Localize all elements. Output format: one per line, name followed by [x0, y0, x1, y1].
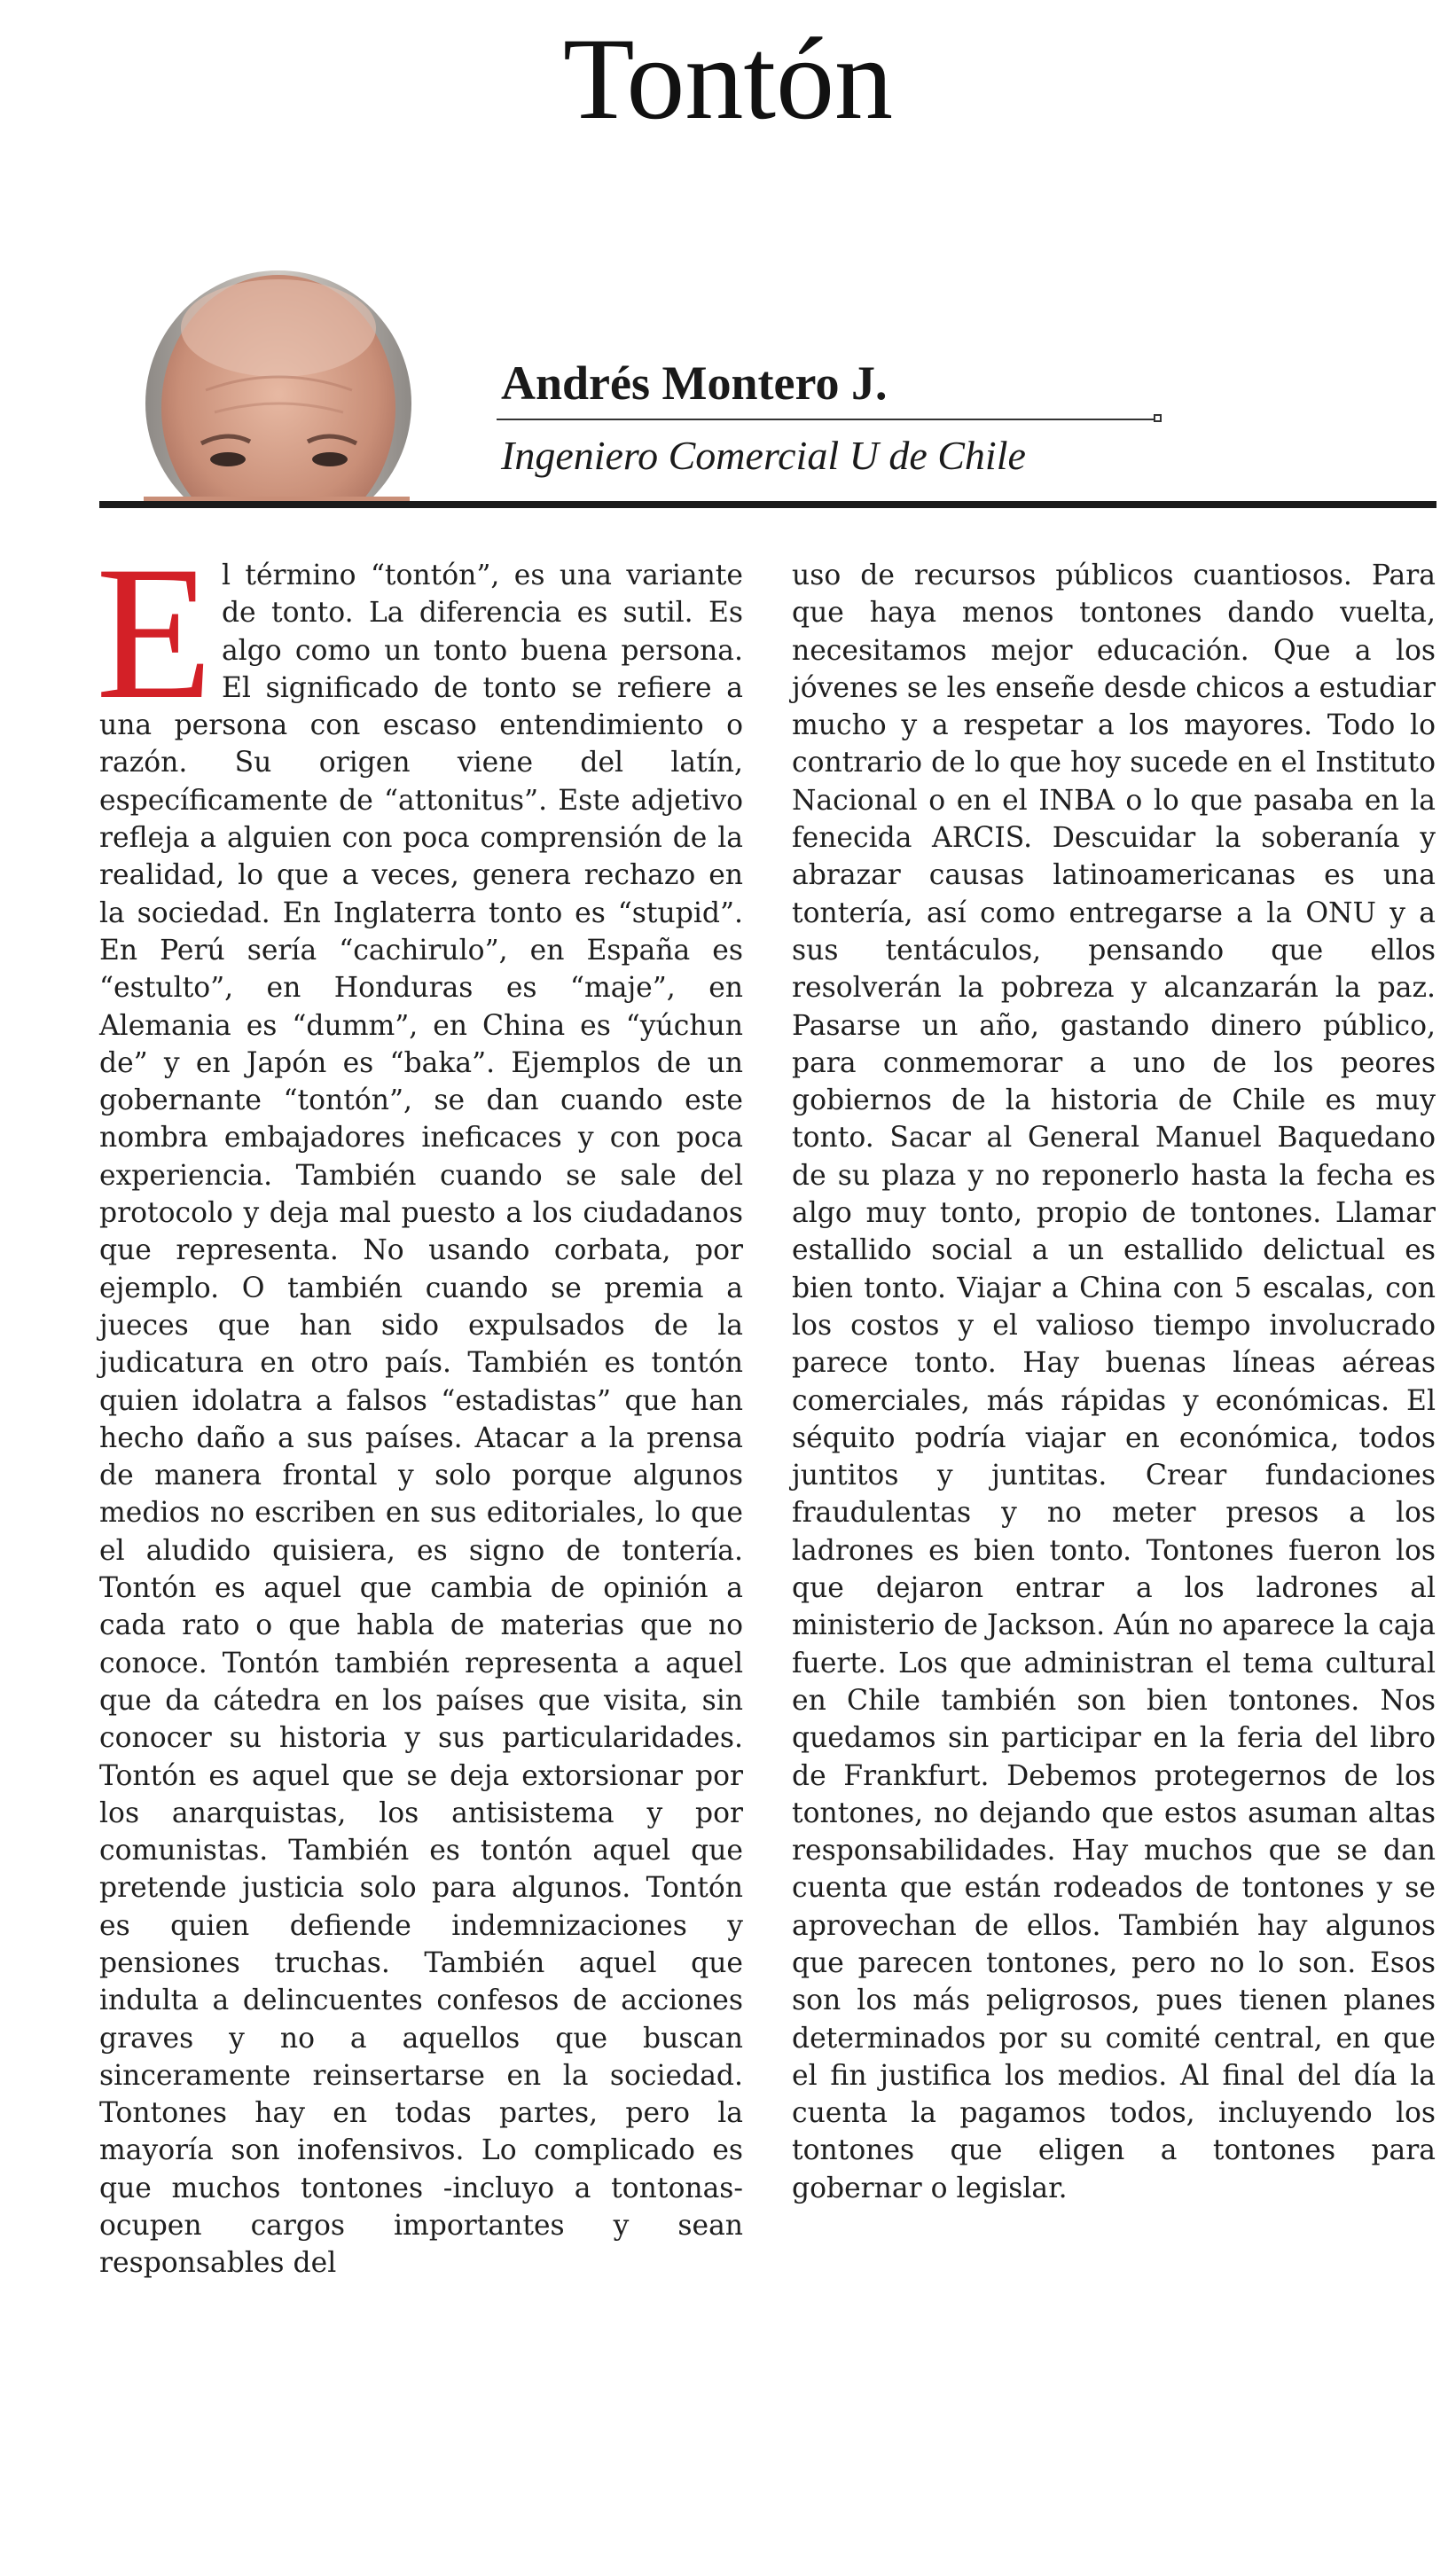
- name-divider: [497, 419, 1157, 420]
- article-column-left: [96, 527, 743, 2282]
- author-name: Andrés Montero J.: [501, 356, 888, 410]
- article-body: [96, 527, 1436, 2552]
- divider-end-marker: [1154, 414, 1162, 422]
- drop-cap: E: [96, 527, 213, 739]
- section-rule: [99, 501, 1436, 508]
- column-left-text: l término “tontón”, es una variante de tonto. La diferencia es sutil. Es algo como un tonto buena persona. El significado de tonto se refiere a una persona con escaso entendimiento o razón. Su origen viene del latín, específicamente de “attonitus”. Este adjetivo refleja a alguien con poca comprensión de la realidad, lo que a veces, genera rechazo en la sociedad. En Inglaterra tonto es “stupid”. En Perú sería “cachirulo”, en España es “estulto”, en Honduras es “maje”, en Alemania es “dumm”, en China es “yúchun de” y en Japón es “baka”. Ejemplos de un gobernante “tontón”, se dan cuando este nombra embajadores ineficaces y con poca experiencia. También cuando se sale del protocolo y deja mal puesto a los ciudadanos que representa. No usando corbata, por ejemplo. O también cuando se premia a jueces que han sido expulsados de la judicatura en otro país. También es tontón quien idolatra a falsos “estadistas” que han hecho daño a sus países. Atacar a la prensa de manera frontal y solo porque algunos medios no escriben en sus editoriales, lo que el aludido quisiera, es signo de tontería. Tontón es aquel que cambia de opinión a cada rato o que habla de materias que no conoce. Tontón también representa a aquel que da cátedra en los países que visita, sin conocer su historia y sus particularidades. Tontón es aquel que se deja extorsionar por los anarquistas, los antisistema y por comunistas. También es tontón aquel que pretende justicia solo para algunos. Tontón es quien defiende indemnizaciones y pensiones truchas. También aquel que indulta a delincuentes confesos de acciones graves y no a aquellos que buscan sinceramente reinsertarse en la sociedad. Tontones hay en todas partes, pero la mayoría son inofensivos. Lo complicado es que muchos tontones -incluyo a tontonas- ocupen cargos importantes y sean responsables del: [99, 560, 743, 2280]
- headline: Tontón: [562, 13, 894, 144]
- column-right-text: uso de recursos públicos cuantiosos. Para que haya menos tontones dando vuelta, necesitamos mejor educación. Que a los jóvenes se les enseñe desde chicos a estudiar mucho y a respetar a los mayores. Todo lo contrario de lo que hoy sucede en el Instituto Nacional o en el INBA o lo que pasaba en la fenecida ARCIS. Descuidar la soberanía y abrazar causas latinoamericanas es una tontería, así como entregarse a la ONU y a sus tentáculos, pensando que ellos resolverán la pobreza y alcanzarán la paz. Pasarse un año, gastando dinero público, para conmemorar a uno de los peores gobiernos de la historia de Chile es muy tonto. Sacar al General Manuel Baquedano de su plaza y no reponerlo hasta la fecha es algo muy tonto, propio de tontones. Llamar estallido social a un estallido delictual es bien tonto. Viajar a China con 5 escalas, con los costos y el valioso tiempo involucrado parece tonto. Hay buenas líneas aéreas comerciales, más rápidas y económicas. El séquito podría viajar en económica, todos juntitos y juntitas. Crear fundaciones fraudulentas y no meter presos a los ladrones es bien tonto. Tontones fueron los que dejaron entrar a los ladrones al ministerio de Jackson. Aún no aparece la caja fuerte. Los que administran el tema cultural en Chile también son bien tontones. Nos quedamos sin participar en la feria del libro de Frankfurt. Debemos protegernos de los tontones, no dejando que estos asuman altas responsabilidades. Hay muchos que se dan cuenta que están rodeados de tontones y se aprovechan de ellos. También hay algunos que parecen tontones, pero no lo son. Esos son los más peligrosos, pues tienen planes determinados por su comité central, en que el fin justifica los medios. Al final del día la cuenta la pagamos todos, incluyendo los tontones que eligen a tontones para gobernar o legislar.: [792, 560, 1436, 2204]
- author-photo: [117, 257, 436, 505]
- byline: [0, 239, 1456, 514]
- author-title: Ingeniero Comercial U de Chile: [501, 433, 1026, 478]
- article-column-right: [792, 557, 1436, 2207]
